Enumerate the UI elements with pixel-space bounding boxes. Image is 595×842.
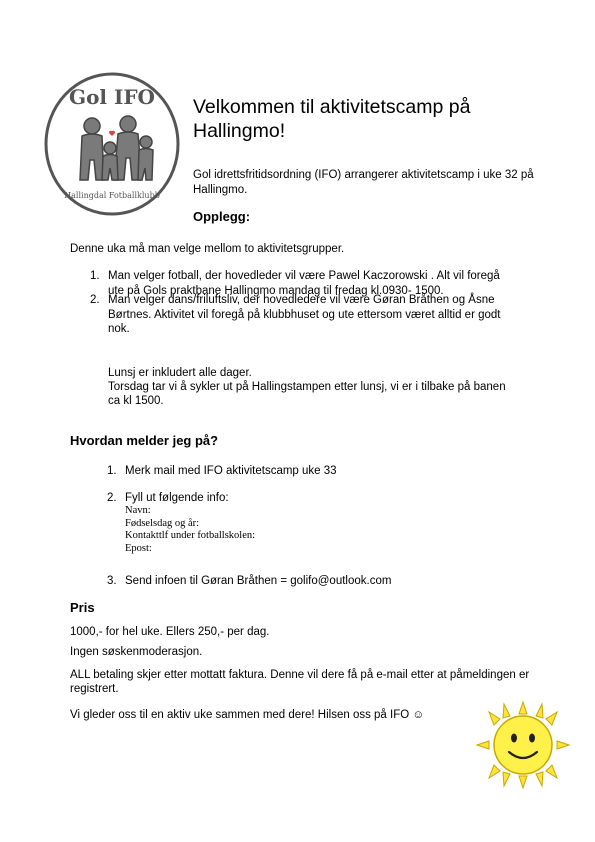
lunch-text: Lunsj er inkludert alle dager. [108,367,252,379]
signup-step [107,491,229,506]
option-text: nok. [108,323,130,335]
info-field: Navn: [125,505,151,516]
opplegg-lead: Denne uka må man velge mellom to aktivitetsgrupper. [70,243,345,255]
info-field: Epost: [125,542,152,554]
payment-text: ALL betaling skjer etter mottatt faktura. Denne vil dere få på e-mail etter at påmeldingen er [70,669,530,681]
step-number: 1. [107,465,117,477]
step-text: Merk mail med IFO aktivitetscamp uke 33 [125,465,337,477]
payment-text-cont: registrert. [70,683,119,695]
logo-bottom-text: Hallingdal Fotballklubb [64,191,160,200]
intro-text: Gol idrettsfritidsordning (IFO) arrangerer aktivitetscamp i uke 32 på Hallingmo. [193,169,534,196]
step-text: Send infoen til Gøran Bråthen = golifo@outlook.com [125,575,392,587]
signup-heading: Hvordan melder jeg på? [70,433,219,448]
price-line: 1000,- for hel uke. Ellers 250,- per dag. [70,626,270,638]
sibling-discount-text: Ingen søskenmoderasjon. [70,646,203,658]
signup-step [107,574,392,589]
info-field: Kontakttlf under fotballskolen: [125,530,256,541]
option-number: 1. [90,270,100,282]
option-text: Man velger fotball, der hovedleder vil være Pawel Kaczorowski . Alt vil foregå [108,270,500,282]
info-field-list [125,505,255,555]
option-text: Man velger dans/friluftsliv, der hovedledere vil være Gøran Bråthen og Åsne [108,294,495,306]
step-number: 2. [107,492,117,504]
opplegg-heading: Opplegg: [193,209,251,224]
signup-step [107,464,337,479]
smiling-sun-icon [473,700,573,790]
info-field: Fødselsdag og år: [125,517,200,529]
option-text: ute på Gols praktbane Hallingmo mandag til fredag kl.0930- 1500. [108,284,444,297]
closing-text: Vi gleder oss til en aktiv uke sammen med dere! Hilsen oss på IFO ☺ [70,709,425,721]
option-number: 2. [90,294,100,306]
step-number: 3. [107,575,117,587]
thursday-text: Torsdag tar vi å sykler ut på Hallingstampen etter lunsj, vi er i tilbake på banen [108,381,506,393]
option-text: Børtnes. Aktivitet vil foregå på klubbhuset og ute ettersom været alltid er godt [108,308,501,321]
logo-top-text: Gol IFO [69,85,155,109]
page-title: Velkommen til aktivitetscamp på Hallingmo! [193,96,471,142]
thursday-text-cont: ca kl 1500. [108,395,164,407]
step-text: Fyll ut følgende info: [125,492,229,504]
price-heading: Pris [70,600,95,615]
gol-ifo-logo [42,70,182,218]
option-list [90,269,550,339]
